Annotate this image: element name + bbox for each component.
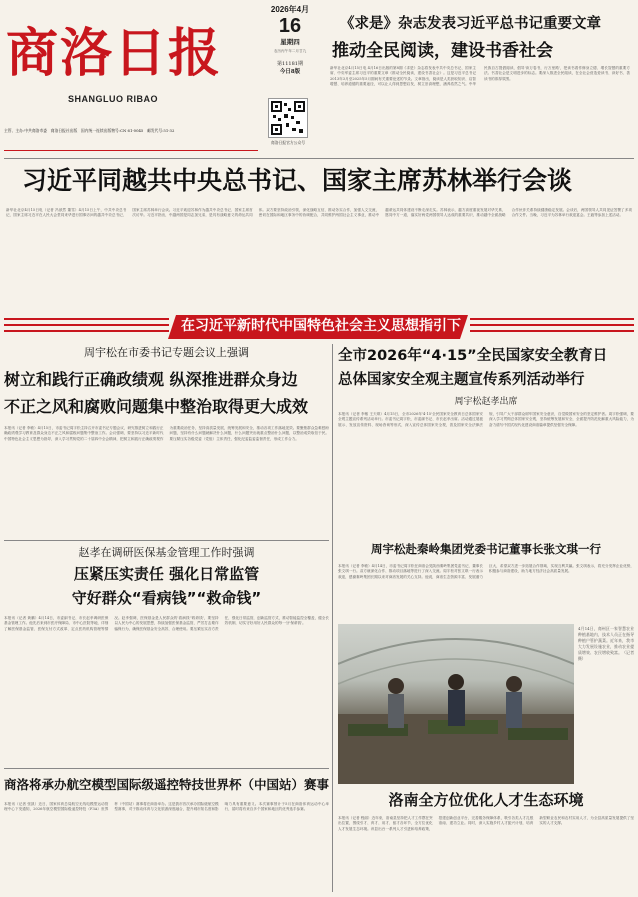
masthead [0,0,638,160]
story-right-2-title: 周宇松赴秦岭集团党委书记董事长张文琪一行 [371,542,601,556]
story-left-1-title-2: 不正之风和腐败问题集中整治取得更大成效 [4,397,309,416]
greenhouse-photo-icon [338,624,574,784]
newspaper-pinyin: SHANGLUO RIBAO [68,94,158,104]
lead-headline: 习近平同越共中央总书记、国家主席苏林举行会谈 [22,166,573,195]
story-right-2-body: 本报讯（记者 李敏）4月14日，市委书记周宇松在商洛会见陕西秦岭集团党委书记、董事长张文琪一行。双方就深化合作、推动项目落地等进行了深入交流。周宇松对张文琪一行表示欢迎，感谢秦岭集团长期以来对商洛发展的关心支持。他说，商洛生态资源丰富、发展潜力巨大，希望双方进一步拓展合作领域，实现互利共赢。张文琪表示，将充分发挥企业优势，积极参与商洛建设，助力地方经济社会高质量发展。 [338,564,634,579]
newspaper-logo: 商洛日报 [6,23,223,84]
top-story-title-2: 推动全民阅读，建设书香社会 [332,41,553,61]
lead-body: 新华社北京4月15日电（记者 冯歆然 董雪）4月15日上午，中共中央总书记、国家主席习近平在人民大会堂同来华进行国事访问的越共中央总书记、国家主席苏林举行会谈。习近平欢迎苏林作为越共中央总书记、国家主席首次访华。习近平指出，中越两国是同志加兄弟，是具有战略意义的命运共同体。双方要坚持政治引领，深化战略互信，推动务实合作，加强人文交流，密切在国际和地区事务中的协调配合，共同维护两国社会主义事业，推动中越命运共同体建设不断走深走实。苏林表示，越方高度重视发展对华关系，愿同中方一道，落实好两党两国领导人达成的重要共识，推动越中全面战略合作伙伴关系持续健康稳定发展。会谈后，两国领导人共同见证签署了多项合作文件。当晚，习近平为苏林举行欢迎宴会。王毅等参加上述活动。 [6,208,632,218]
story-left-1-title-1: 树立和践行正确政绩观 纵深推进群众身边 [4,370,298,389]
story-right-1 [338,344,634,552]
divider-left-1 [4,540,329,541]
publisher-text: 商洛日报社出版 [50,128,78,133]
story-left-2-body: 本报讯（记者 黄鹏）4月14日，市委副书记、市长赵孝调研医保基金管理工作。他先后来到市医疗保障局、市中心医院等地，详细了解医保基金监管、医保支付方式改革、定点医药机构管理等情况。赵孝强调，医保基金是人民群众的'看病钱''救命钱'，要坚持以人民为中心的发展思想，持续加强医保基金监管，严厉打击欺诈骗保行为，确保医保基金安全高效、合理使用。要压紧压实各方责任，强化日常监管，创新监管方式，推动智能监控全覆盖，健全长效机制，切实守好用好人民群众的每一分'保命钱'。 [4,616,329,631]
date-day: 16 [278,15,302,37]
story-left-3-body: 本报讯（记者 张凯）近日，国家体育总局航空无线电模型运动管理中心下发通知，2026年航空模型国际级遥控特技（F3A）世界杯（中国站）赛事将在商洛举办。这是我市首次承办国际级航空模型赛事，对于推动体育与文化旅游深度融合，提升城市知名度和影响力具有重要意义。本次赛事预计于5月在商洛体育运动中心举行，届时将有来自多个国家和地区的优秀选手参赛。 [4,802,329,812]
theme-banner-text: 在习近平新时代中国特色社会主义思想指引下 [181,318,461,334]
masthead-rule [4,150,258,151]
story-right-3 [338,788,634,892]
date-lunar: 农历丙午年二月廿九 [273,49,307,53]
news-photo [338,624,574,784]
story-right-1-body: 本报讯（记者 李敏 王天琪）4月15日，全市2026年'4·15'全民国家安全教育日总体国家安全观主题宣传系列活动举行。市委书记周宇松，市委副书记、市长赵孝出席。活动通过展板展示、发放宣传资料、现场咨询等形式，深入宣传总体国家安全观，普及国家安全法律法规，引导广大干部群众树牢国家安全意识，自觉做国家安全的坚定维护者。周宇松强调，要深入学习贯彻总体国家安全观，坚持统筹发展和安全，全面提升防范化解重大风险能力，为奋力谱写中国式现代化建设商洛篇章提供坚强安全保障。 [338,412,634,427]
qr-caption: 商洛日报官方公众号 [270,140,306,145]
divider-left-2 [4,768,329,769]
story-left-3-title: 商洛将承办航空模型国际级遥控特技世界杯（中国站）赛事 [4,777,330,792]
date-column [262,4,318,75]
story-left-2-title-1: 压紧压实责任 强化日常监管 [73,565,260,583]
date-year-month: 2026年4月 [270,5,310,14]
publisher-info [4,128,259,134]
story-left-1 [4,344,329,530]
column-divider [332,344,333,892]
qr-code [268,98,308,138]
story-right-3-title: 洛南全方位优化人才生态环境 [388,791,584,809]
story-right-3-body: 本报讯（记者 程丽）近年来，洛南县坚持把人才工作摆在突出位置，围绕引才、育才、用才、留才各环节，全方位优化人才发展生态环境。该县出台一系列人才引进和培养政策，搭建创新创业平台，完善服务保障体系，吸引各类人才扎根洛南、建功立业。同时，深入实施乡村人才振兴计划，培育新型职业农民和农村实用人才，为全县高质量发展提供了坚实的人才支撑。 [338,816,634,831]
top-story-title-1: 《求是》杂志发表习近平总书记重要文章 [340,16,601,32]
date-weekday: 星期四 [280,38,300,46]
qr-code-icon [269,99,307,137]
photo-caption: 4月14日，商州区一家智慧农业种植基地内，技术人员正在指导种植户管护蔬菜。近年来，我市大力发展设施农业，推动农业提质增效、农民增收致富。（记者 摄） [578,626,634,661]
sponsor-text: 主管、主办:中共商洛市委 [4,128,48,133]
story-right-2 [338,538,634,616]
story-left-3 [4,772,329,892]
story-left-2-kicker: 赵孝在调研医保基金管理工作时强调 [78,546,255,559]
story-left-2-title-2: 守好群众“看病钱”“救命钱” [71,589,262,607]
header-divider [4,158,634,159]
theme-banner [0,314,638,340]
page-count: 今日8版 [279,69,301,75]
cn-number: 国内统一连续出版物号:CN 61-0045 [80,128,144,133]
story-right-1-subtitle: 周宇松赵孝出席 [454,397,518,407]
postal-code: 邮发代号:51-32 [146,128,175,133]
top-story-body: 新华社北京4月15日电 4月16日出版的第8期《求是》杂志将发表中共中央总书记、国家主席、中央军委主席习近平的重要文章《推动全民阅读，建设书香社会》。这是习近平总书记2013年3月至2025年5月期间有关重要论述的节录。文章指出，阅读是人类获取知识、启智增慧、培养道德的重要途径，可以让人得到思想启发，树立崇高理想，涵养浩然之气。中华民族自古提倡阅读，倡导'读万卷书，行万里路'，把读书看作修身立德、增长智慧的重要方法。书香社会是文明进步的标志。要深入推进全民阅读，在全社会营造爱读书、读好书、善读书的浓厚氛围。 [330,66,630,87]
story-left-2 [4,544,329,736]
issue-number: 第11181期 [277,61,303,67]
story-right-1-title-2: 总体国家安全观主题宣传系列活动举行 [338,372,585,388]
story-right-1-title-1: 全市2026年“4·15”全民国家安全教育日 [338,348,608,364]
story-left-1-kicker: 周宇松在市委书记专题会议上强调 [84,346,249,359]
story-left-1-body: 本报讯（记者 李敏）4月15日，市委书记周宇松主持召开市委书记专题会议，研究推进树立和践行正确政绩观学习教育及群众身边不正之风和腐败问题集中整治工作。会议强调，要坚持以习近平新时代中国特色社会主义思想为指导，深入学习贯彻党的二十届四中全会精神，把树立和践行正确政绩观作为重要政治任务，坚持高质量发展，统筹发展和安全，推动各项工作落地见效。要聚焦群众急难愁盼问题，坚持有什么问题就解决什么问题，什么问题突出就重点整治什么问题，以整治成效取信于民。要压紧压实各级党委（党组）主体责任，强化纪委监委监督责任，形成工作合力。 [4,426,329,441]
